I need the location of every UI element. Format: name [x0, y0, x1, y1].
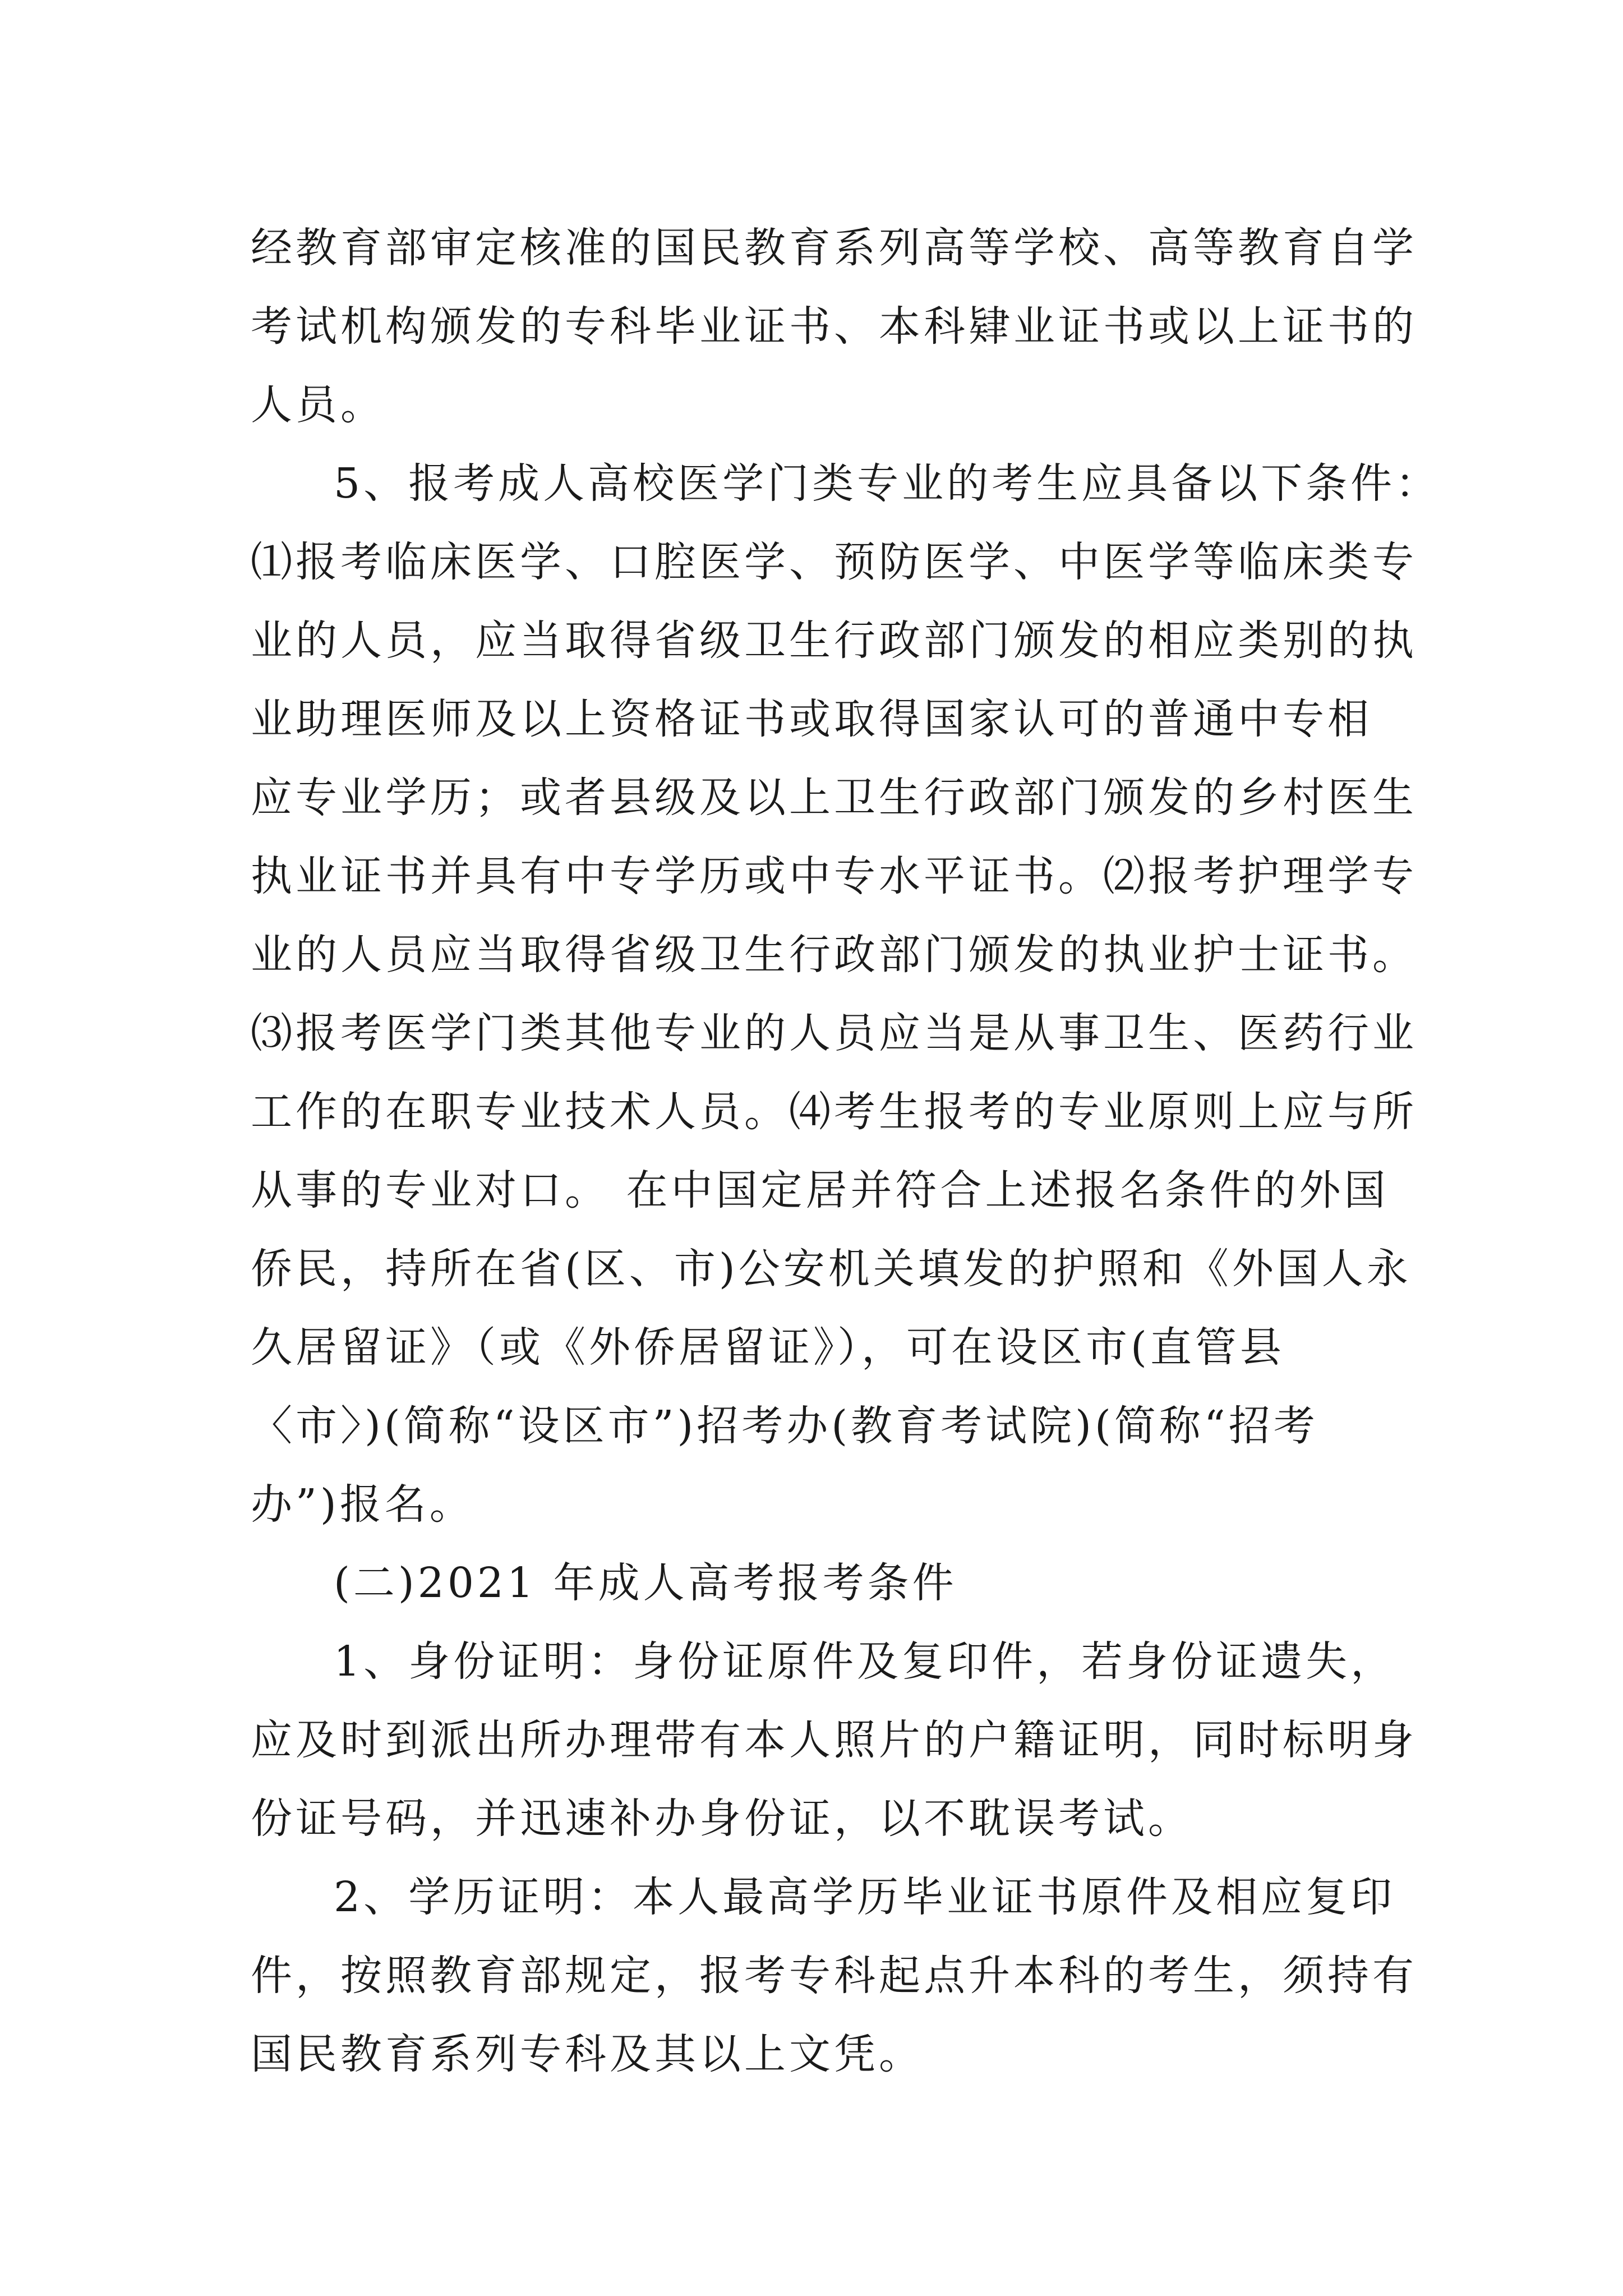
paragraph-4-line-1: 1、身份证明：身份证原件及复印件，若身份证遗失， — [334, 1637, 1396, 1686]
document-body — [251, 209, 1441, 2093]
paragraph-2-line-13: 〈市〉)(简称“设区市”)招考办(教育考试院)(简称“招考 — [251, 1402, 1318, 1450]
paragraph-5-line-3: 国民教育系列专科及其以上文凭。 — [251, 2030, 924, 2078]
paragraph-2-line-3: 业的人员，应当取得省级卫生行政部门颁发的相应类别的执 — [251, 616, 1417, 665]
paragraph-2-line-12: 久居留证》（或《外侨居留证》），可在设区市(直管县 — [251, 1323, 1285, 1372]
paragraph-1-line-3: 人员。 — [251, 381, 385, 429]
paragraph-5-line-2: 件，按照教育部规定，报考专科起点升本科的考生，须持有 — [251, 1952, 1417, 2000]
paragraph-4-line-2: 应及时到派出所办理带有本人照片的户籍证明，同时标明身 — [251, 1716, 1417, 1764]
paragraph-2-line-7: 业的人员应当取得省级卫生行政部门颁发的执业护士证书。 — [251, 931, 1417, 979]
paragraph-2-line-1: 5、报考成人高校医学门类专业的考生应具备以下条件： — [334, 459, 1441, 508]
paragraph-2-line-5: 应专业学历；或者县级及以上卫生行政部门颁发的乡村医生 — [251, 774, 1417, 822]
paragraph-2-line-9: 工作的在职专业技术人员。⑷考生报考的专业原则上应与所 — [251, 1088, 1417, 1136]
paragraph-1-line-2: 考试机构颁发的专科毕业证书、本科肄业证书或以上证书的 — [251, 302, 1417, 351]
paragraph-2-line-4: 业助理医师及以上资格证书或取得国家认可的普通中专相 — [251, 695, 1372, 743]
paragraph-2-line-10: 从事的专业对口。 在中国定居并符合上述报名条件的外国 — [251, 1166, 1389, 1214]
paragraph-1-line-1: 经教育部审定核准的国民教育系列高等学校、高等教育自学 — [251, 224, 1417, 272]
paragraph-5-line-1: 2、学历证明：本人最高学历毕业证书原件及相应复印 — [334, 1873, 1396, 1921]
section-heading: (二)2021 年成人高考报考条件 — [334, 1559, 957, 1607]
paragraph-2-line-8: ⑶报考医学门类其他专业的人员应当是从事卫生、医药行业 — [251, 1009, 1417, 1057]
paragraph-2-line-6: 执业证书并具有中专学历或中专水平证书。⑵报考护理学专 — [251, 852, 1417, 900]
paragraph-4-line-3: 份证号码，并迅速补办身份证，以不耽误考试。 — [251, 1795, 1193, 1843]
paragraph-2-line-2: ⑴报考临床医学、口腔医学、预防医学、中医学等临床类专 — [251, 538, 1417, 586]
paragraph-2-line-11: 侨民，持所在省(区、市)公安机关填发的护照和《外国人永 — [251, 1245, 1412, 1293]
paragraph-2-line-14: 办”)报名。 — [251, 1480, 474, 1529]
